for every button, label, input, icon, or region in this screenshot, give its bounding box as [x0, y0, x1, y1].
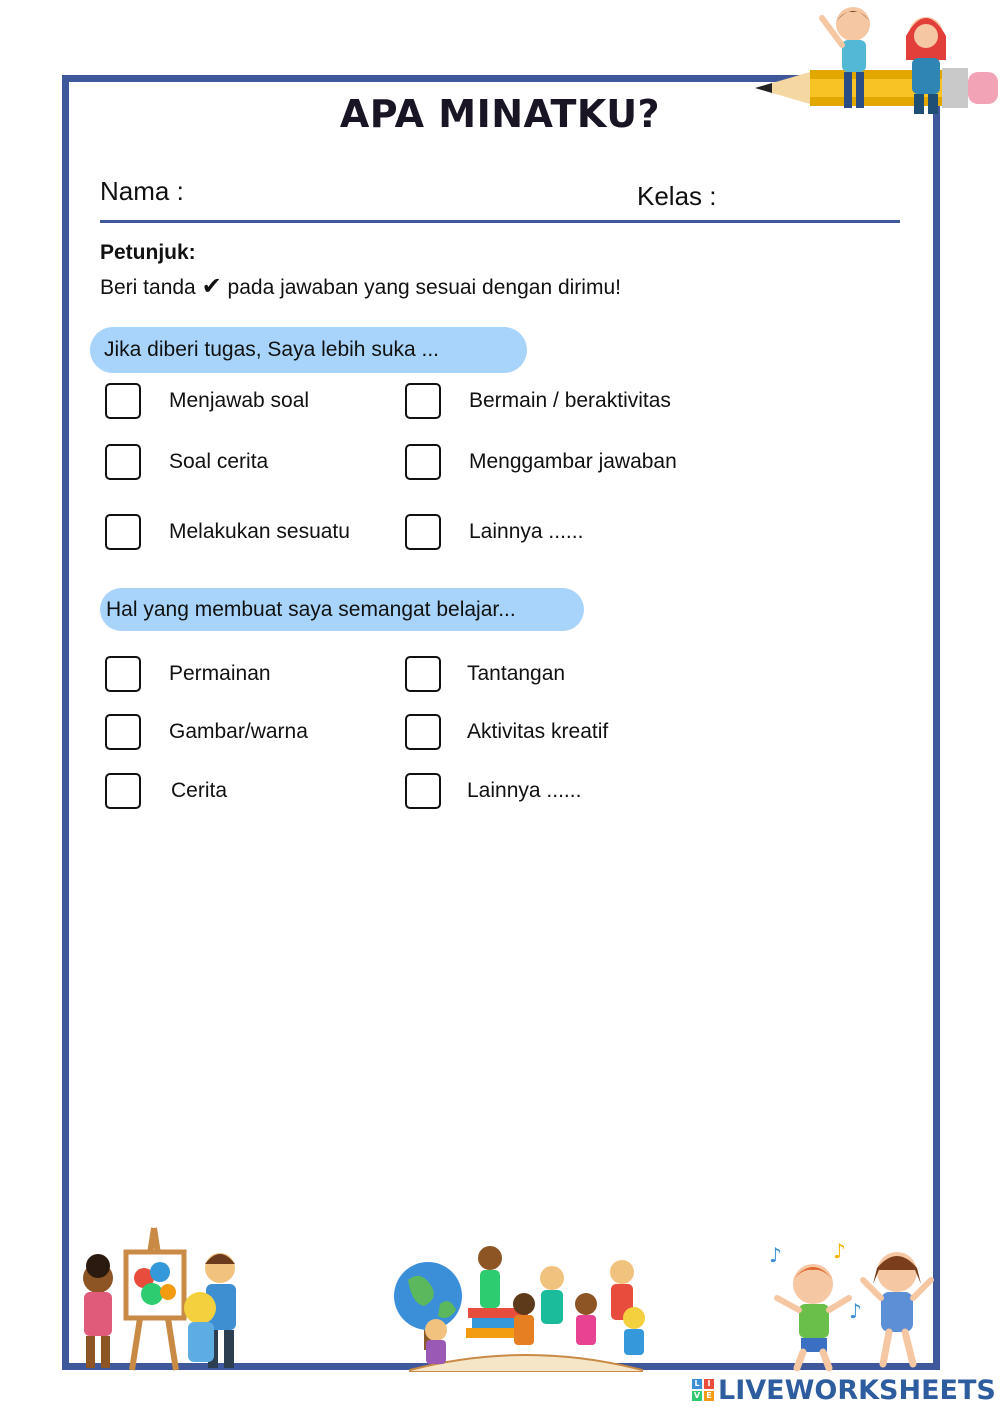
brand-mark-icon: L I V E: [692, 1379, 714, 1401]
checkbox[interactable]: [405, 514, 441, 550]
checkbox[interactable]: [405, 656, 441, 692]
check-icon: ✔: [201, 273, 222, 300]
option-label: Soal cerita: [169, 450, 269, 473]
question-prompt-1: Jika diberi tugas, Saya lebih suka ...: [90, 327, 527, 373]
checkbox[interactable]: [405, 714, 441, 750]
option-label: Permainan: [169, 662, 271, 685]
question-prompt-2: Hal yang membuat saya semangat belajar...: [100, 588, 584, 631]
svg-text:♪: ♪: [769, 1243, 782, 1267]
option-label: Gambar/warna: [169, 720, 308, 743]
kids-painting-illustration: [72, 1222, 250, 1372]
option-label: Aktivitas kreatif: [467, 720, 609, 743]
option-label: Menjawab soal: [169, 389, 310, 412]
instruction-text: [100, 272, 621, 301]
class-field-label: Kelas :: [637, 181, 717, 211]
checkbox[interactable]: [405, 444, 441, 480]
kids-dancing-music-illustration: [765, 1240, 937, 1372]
kids-reading-books-illustration: [390, 1240, 662, 1372]
option-melakukan-sesuatu[interactable]: [105, 514, 395, 554]
name-field-label: Nama :: [100, 176, 184, 206]
checkbox[interactable]: [105, 514, 141, 550]
option-aktivitas-kreatif[interactable]: [405, 714, 735, 754]
option-label: Cerita: [171, 779, 228, 802]
checkbox[interactable]: [105, 383, 141, 419]
option-label: Melakukan sesuatu: [169, 520, 350, 543]
checkbox[interactable]: [105, 656, 141, 692]
checkbox[interactable]: [105, 714, 141, 750]
checkbox[interactable]: [405, 383, 441, 419]
option-label: Lainnya ......: [467, 779, 582, 802]
brand-name: LIVEWORKSHEETS: [718, 1374, 996, 1406]
svg-text:♪: ♪: [849, 1299, 862, 1323]
option-permainan[interactable]: [105, 656, 395, 696]
option-soal-cerita[interactable]: [105, 444, 395, 484]
option-label: Lainnya ......: [469, 520, 584, 543]
option-menjawab-soal[interactable]: [105, 383, 395, 423]
page-title: APA MINATKU?: [339, 92, 661, 136]
instruction-after: pada jawaban yang sesuai dengan dirimu!: [227, 276, 621, 299]
option-label: Menggambar jawaban: [469, 450, 677, 473]
option-label: Tantangan: [467, 662, 566, 685]
option-tantangan[interactable]: [405, 656, 735, 696]
option-cerita[interactable]: [105, 773, 395, 813]
checkbox[interactable]: [405, 773, 441, 809]
option-lainnya-2[interactable]: [405, 773, 735, 813]
option-lainnya-1[interactable]: [405, 514, 735, 554]
checkbox[interactable]: [105, 773, 141, 809]
liveworksheets-logo: [692, 1374, 996, 1406]
instruction-heading: Petunjuk:: [100, 241, 196, 264]
svg-text:♪: ♪: [833, 1240, 846, 1263]
option-bermain[interactable]: [405, 383, 735, 423]
option-gambar-warna[interactable]: [105, 714, 395, 754]
option-menggambar-jawaban[interactable]: [405, 444, 735, 484]
header-divider: [100, 220, 900, 223]
option-label: Bermain / beraktivitas: [469, 389, 671, 412]
instruction-before: Beri tanda: [100, 276, 196, 299]
checkbox[interactable]: [105, 444, 141, 480]
